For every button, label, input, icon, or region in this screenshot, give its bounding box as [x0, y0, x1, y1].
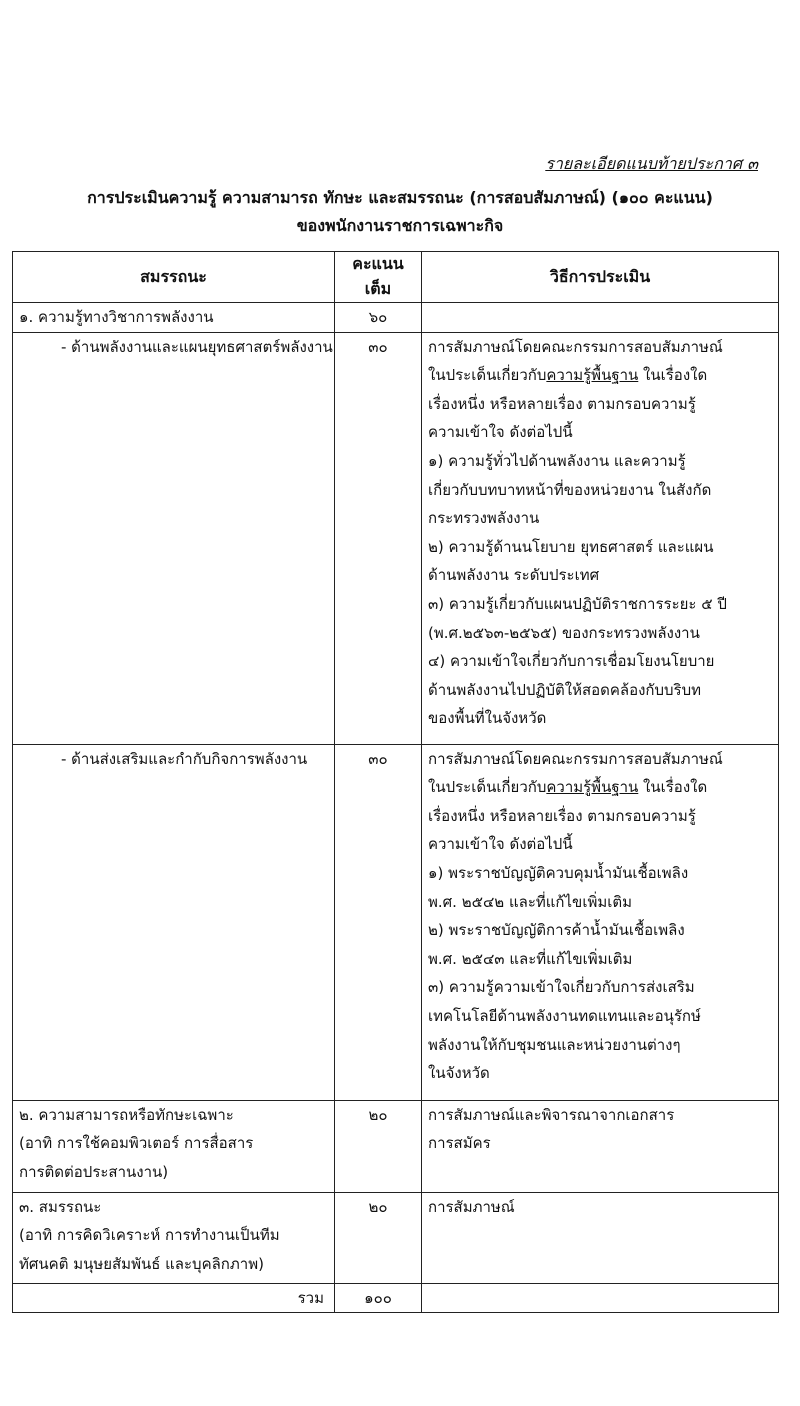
total-score: ๑๐๐ — [364, 1288, 392, 1307]
row3-score: ๒๐ — [368, 1197, 388, 1216]
row1a-score: ๓๐ — [368, 337, 388, 356]
row2-score: ๒๐ — [368, 1105, 388, 1124]
table-row — [13, 744, 779, 1100]
annex-reference: รายละเอียดแนบท้ายประกาศ ๓ — [545, 154, 758, 173]
row1b-method: การสัมภาษณ์โดยคณะกรรมการสอบสัมภาษณ์ ในประเด็นเกี่ยวกับความรู้พื้นฐาน ในเรื่องใด เรื่องหนึ่ง หรือหลายเรื่อง ตามกรอบความรู้ ความเข้าใจ ดังต่อไปนี้ ๑) พระราชบัญญัติควบคุมน้ำมันเชื้อเพลิง พ.ศ. ๒๕๔๒ และที่แก้ไขเพิ่มเติม ๒) พระราชบัญญัติการค้าน้ำมันเชื้อเพลิง พ.ศ. ๒๕๔๓ และที่แก้ไขเพิ่มเติม ๓) ความรู้ความเข้าใจเกี่ยวกับการส่งเสริม เทคโนโลยีด้านพลังงานทดแทนและอนุรักษ์ พลังงานให้กับชุมชนและหน่วยงานต่างๆ ในจังหวัด — [422, 744, 779, 1100]
row3-method: การสัมภาษณ์ — [422, 1192, 779, 1283]
row1b-score: ๓๐ — [368, 749, 388, 768]
row1-label: ๑. ความรู้ทางวิชาการพลังงาน — [19, 308, 214, 326]
row1b-label: - ด้านส่งเสริมและกำกับกิจการพลังงาน — [61, 749, 308, 768]
table-header-row — [13, 252, 779, 303]
row1a-label: - ด้านพลังงานและแผนยุทธศาสตร์พลังงาน — [61, 337, 333, 356]
row3-label: ๓. สมรรถนะ (อาทิ การคิดวิเคราะห์ การทำงานเป็นทีม ทัศนคติ มนุษยสัมพันธ์ และบุคลิกภาพ) — [13, 1192, 335, 1283]
header-method: วิธีการประเมิน — [422, 252, 779, 303]
table-row — [13, 1192, 779, 1283]
row2-label: ๒. ความสามารถหรือทักษะเฉพาะ (อาทิ การใช้คอมพิวเตอร์ การสื่อสาร การติดต่อประสานงาน) — [13, 1100, 335, 1192]
document-subtitle: ของพนักงานราชการเฉพาะกิจ — [296, 216, 504, 235]
table-row — [13, 303, 779, 333]
assessment-table — [12, 251, 779, 1313]
row2-method: การสัมภาษณ์และพิจารณาจากเอกสาร การสมัคร — [422, 1100, 779, 1192]
total-label: รวม — [297, 1288, 324, 1307]
row1-score: ๖๐ — [368, 308, 388, 326]
header-competency: สมรรถนะ — [13, 252, 335, 303]
table-row — [13, 1100, 779, 1192]
total-row — [13, 1283, 779, 1313]
row1a-method: การสัมภาษณ์โดยคณะกรรมการสอบสัมภาษณ์ ในประเด็นเกี่ยวกับความรู้พื้นฐาน ในเรื่องใด เรื่องหนึ่ง หรือหลายเรื่อง ตามกรอบความรู้ ความเข้าใจ ดังต่อไปนี้ ๑) ความรู้ทั่วไปด้านพลังงาน และความรู้ เกี่ยวกับบทบาทหน้าที่ของหน่วยงาน ในสังกัด กระทรวงพลังงาน ๒) ความรู้ด้านนโยบาย ยุทธศาสตร์ และแผน ด้านพลังงาน ระดับประเทศ ๓) ความรู้เกี่ยวกับแผนปฏิบัติราชการระยะ ๕ ปี (พ.ศ.๒๕๖๓-๒๕๖๕) ของกระทรวงพลังงาน ๔) ความเข้าใจเกี่ยวกับการเชื่อมโยงนโยบาย ด้านพลังงานไปปฏิบัติให้สอดคล้องกับบริบท ของพื้นที่ในจังหวัด — [422, 332, 779, 744]
table-row — [13, 332, 779, 744]
header-full-score: คะแนนเต็ม — [335, 252, 422, 303]
document-title: การประเมินความรู้ ความสามารถ ทักษะ และสมรรถนะ (การสอบสัมภาษณ์) (๑๐๐ คะแนน) — [87, 188, 713, 207]
